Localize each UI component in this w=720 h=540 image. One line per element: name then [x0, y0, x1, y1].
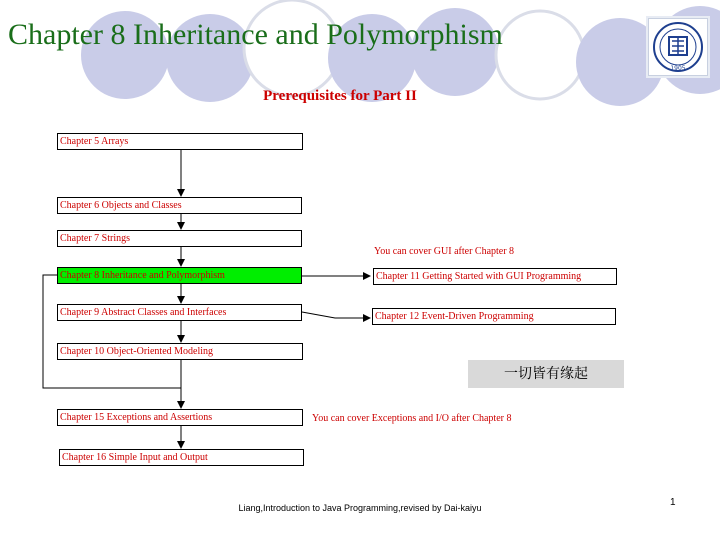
chapter-15-box: Chapter 15 Exceptions and Assertions — [57, 409, 303, 426]
chapter-10-box: Chapter 10 Object-Oriented Modeling — [57, 343, 303, 360]
chapter-9-box: Chapter 9 Abstract Classes and Interfaces — [57, 304, 302, 321]
gui-note: You can cover GUI after Chapter 8 — [374, 246, 515, 257]
exceptions-note: You can cover Exceptions and I/O after Chapter 8 — [312, 413, 512, 424]
slide-subtitle: Prerequisites for Part II — [263, 88, 417, 104]
slide-footer: Liang,Introduction to Java Programming,revised by Dai-kaiyu — [238, 503, 482, 513]
chinese-label: 一切皆有缘起 — [468, 360, 624, 388]
chapter-6-box: Chapter 6 Objects and Classes — [57, 197, 302, 214]
university-logo — [648, 18, 708, 76]
chapter-8-box: Chapter 8 Inheritance and Polymorphism — [57, 267, 302, 284]
chapter-12-box: Chapter 12 Event-Driven Programming — [372, 308, 616, 325]
logo-year: 1905 — [670, 65, 686, 72]
chapter-16-box: Chapter 16 Simple Input and Output — [59, 449, 304, 466]
page-number: 1 — [670, 497, 676, 508]
chapter-7-box: Chapter 7 Strings — [57, 230, 302, 247]
chapter-5-box: Chapter 5 Arrays — [57, 133, 303, 150]
slide-title: Chapter 8 Inheritance and Polymorphism — [8, 18, 503, 51]
chapter-11-box: Chapter 11 Getting Started with GUI Programming — [373, 268, 617, 285]
